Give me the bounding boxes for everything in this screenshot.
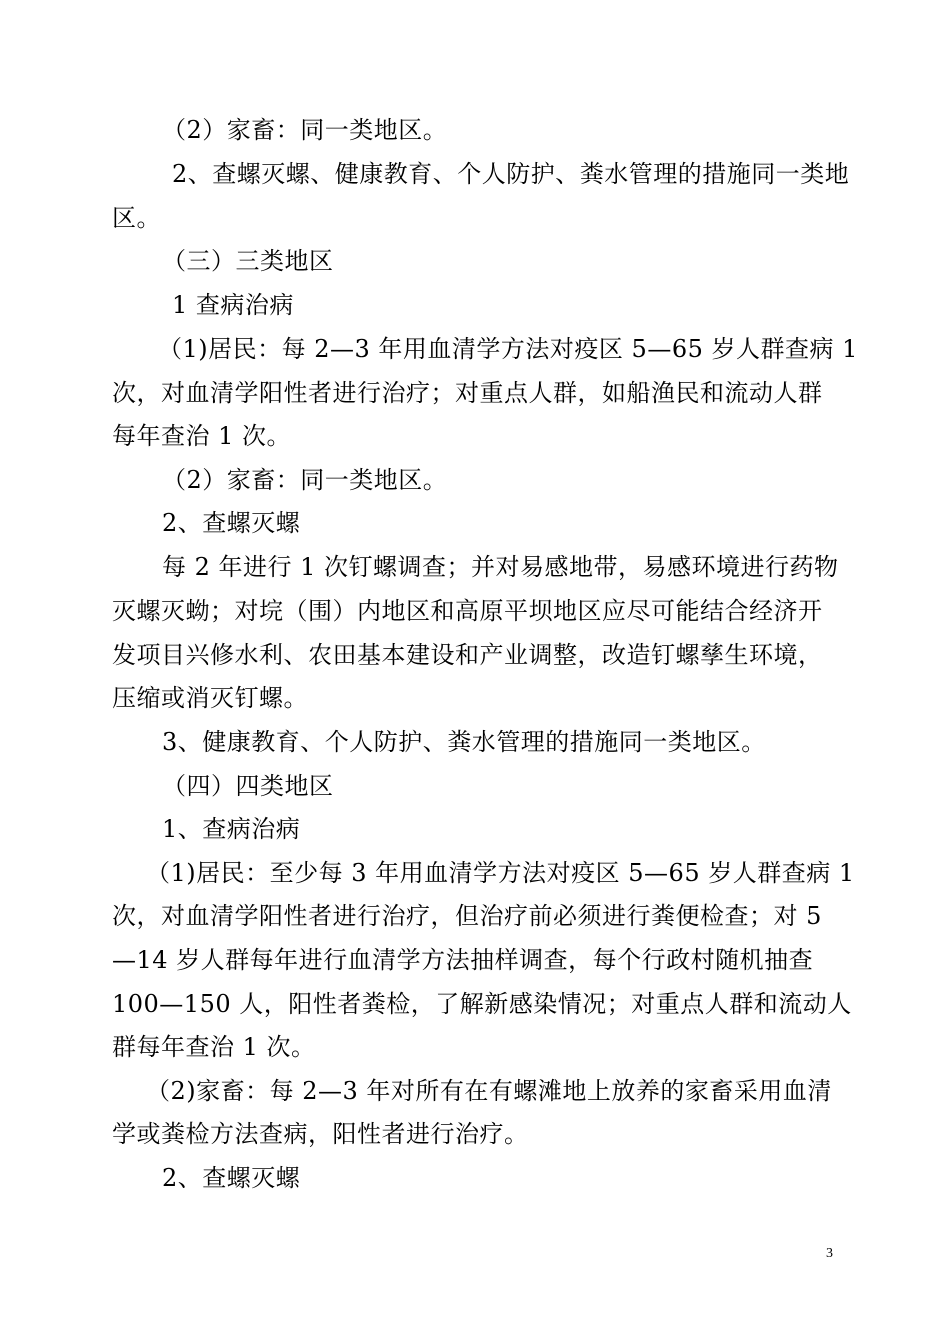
- text-line: 压缩或消灭钉螺。: [112, 684, 308, 712]
- text-line: 2、查螺灭螺: [162, 1164, 301, 1192]
- text-line: 1 查病治病: [172, 291, 294, 319]
- text-line: （1)居民：每 2—3 年用血清学方法对疫区 5—65 岁人群查病 1: [158, 335, 858, 363]
- text-line: 学或粪检方法查病，阳性者进行治疗。: [112, 1120, 529, 1148]
- text-line: （三）三类地区: [162, 247, 334, 275]
- text-line: 每年查治 1 次。: [112, 422, 292, 450]
- text-line: 次，对血清学阳性者进行治疗，但治疗前必须进行粪便检查；对 5: [112, 902, 822, 930]
- text-line: （2）家畜：同一类地区。: [162, 116, 448, 144]
- text-line: 2、查螺灭螺、健康教育、个人防护、粪水管理的措施同一类地: [172, 160, 850, 188]
- text-line: 每 2 年进行 1 次钉螺调查；并对易感地带，易感环境进行药物: [162, 553, 839, 581]
- text-line: 1、查病治病: [162, 815, 301, 843]
- text-line: 灭螺灭蚴；对垸（围）内地区和高原平坝地区应尽可能结合经济开: [112, 597, 823, 625]
- text-line: （2)家畜：每 2—3 年对所有在有螺滩地上放养的家畜采用血清: [146, 1077, 832, 1105]
- text-line: 发项目兴修水利、农田基本建设和产业调整，改造钉螺孳生环境，: [112, 641, 823, 669]
- page-number: 3: [826, 1246, 833, 1261]
- text-line: （2）家畜：同一类地区。: [162, 466, 448, 494]
- text-line: （1)居民：至少每 3 年用血清学方法对疫区 5—65 岁人群查病 1: [146, 859, 855, 887]
- text-line: （四）四类地区: [162, 772, 334, 800]
- text-line: 100—150 人，阳性者粪检，了解新感染情况；对重点人群和流动人: [112, 990, 852, 1018]
- text-line: 区。: [112, 204, 161, 232]
- text-line: 群每年查治 1 次。: [112, 1033, 316, 1061]
- text-line: —14 岁人群每年进行血清学方法抽样调查，每个行政村随机抽查: [112, 946, 814, 974]
- text-line: 2、查螺灭螺: [162, 509, 301, 537]
- text-line: 3、健康教育、个人防护、粪水管理的措施同一类地区。: [162, 728, 766, 756]
- text-line: 次，对血清学阳性者进行治疗；对重点人群，如船渔民和流动人群: [112, 379, 823, 407]
